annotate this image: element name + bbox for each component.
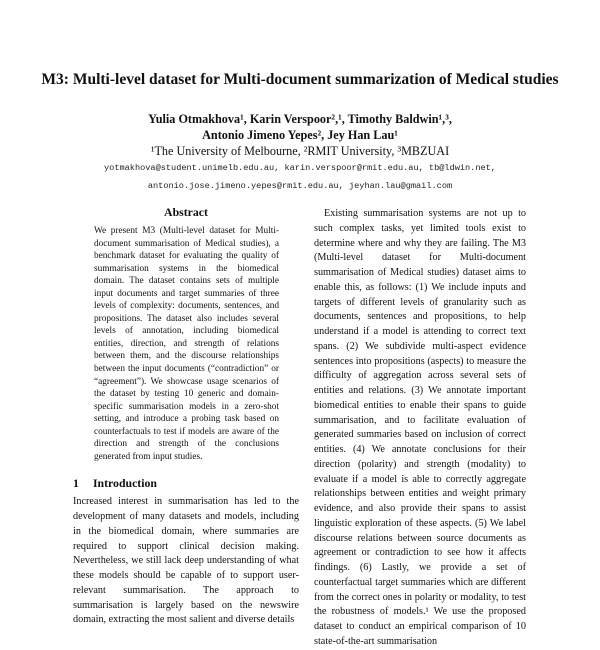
abstract-heading: Abstract — [164, 205, 208, 219]
emails-line1: yotmakhova@student.unimelb.edu.au, karin.verspoor@rmit.edu.au, tb@ldwin.net, — [104, 163, 496, 173]
author-block — [40, 111, 560, 159]
section-number: 1 — [73, 476, 79, 491]
author-names-line2: Antonio Jimeno Yepes², Jey Han Lau¹ — [202, 128, 398, 142]
left-column — [73, 205, 299, 628]
email-block — [20, 159, 580, 195]
author-names-line1: Yulia Otmakhova¹, Karin Verspoor²,¹, Timothy Baldwin¹,³, — [148, 112, 452, 126]
right-column — [314, 205, 526, 648]
introduction-text: Increased interest in summarisation has led to the development of many datasets and models, including in the biomedical domain, where summaries are required to support clinical decision making. Nevertheless, we still lack deep understanding of what these models should be capable of to support user-relevant summarisation. The approach to summarisation is largely based on the newswire domain, extracting the most salient and diverse details — [73, 496, 299, 626]
abstract-text: We present M3 (Multi-level dataset for Multi-document summarisation of Medical studies), a benchmark dataset for evaluating the quality of summarisation systems in the biomedical domain. The dataset contains sets of multiple input documents and target summaries of three levels of complexity: documents, sentences, and propositions. The dataset also includes several levels of annotation, including biomedical entities, direction, and strength of relations between them, and the discourse relationships between the input documents (“contradiction” or “agreement”). We showcase usage scenarios of the dataset by testing 10 generic and domain-specific summarisation models in a zero-shot setting, and introduce a probing task based on counterfactuals to test if models are aware of the direction and strength of the conclusions generated from input studies. — [94, 226, 279, 462]
right-column-text: Existing summarisation systems are not up to such complex tasks, yet limited tools exist to determine where and why they are failing. The M3 (Multi-level dataset for Multi-document summarisation of Medical studies) dataset aims to enable this, as follows: (1) We include inputs and targets of different levels of granularity such as documents, sentences and propositions, to help understand if a model is attending to correct text spans. (2) We subdivide multi-aspect evidence sentences into propositions (aspects) to measure the difficulty of aggregation across several sets of entities and relations. (3) We annotate important biomedical entities to enable their spans to guide summarisation, and to facilitate evaluation of generated summaries based on inclusion of correct entities. (4) We annotate conclusions for their direction (polarity) and strength (modality) to evaluate if a model is able to correctly aggregate relationships between entities and weight primary evidence, and also provide their spans to assist linguistic exploration of these aspects. (5) We label discourse relations between source documents as agreement or contradiction to see how it affects findings. (6) Lastly, we provide a set of counterfactual target summaries which are different from the correct ones in polarity or modality, to test the robustness of models.¹ We use the proposed dataset to conduct an empirical comparison of 10 state-of-the-art summarisation — [314, 208, 526, 647]
paper-title: M3: Multi-level dataset for Multi-document summarization of Medical studies — [41, 71, 559, 88]
section-title: Introduction — [92, 476, 157, 491]
emails-line2: antonio.jose.jimeno.yepes@rmit.edu.au, jeyhan.lau@gmail.com — [147, 181, 453, 191]
section-heading-introduction — [73, 476, 299, 490]
affiliations: ¹The University of Melbourne, ²RMIT University, ³MBZUAI — [150, 144, 450, 158]
